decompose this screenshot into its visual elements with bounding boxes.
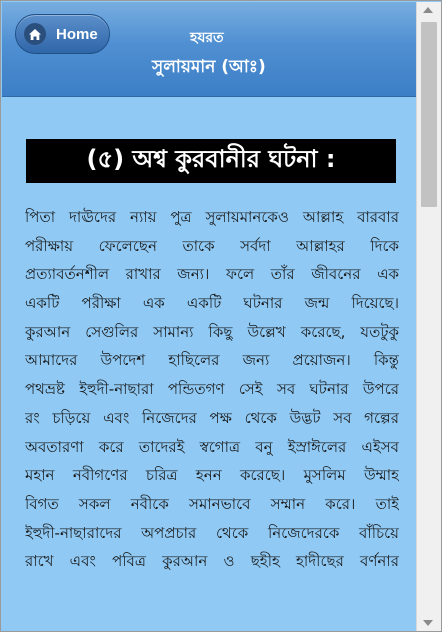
page-title-line1: হযরত: [190, 30, 224, 46]
article-line: রং চড়িয়ে এবং নিজেদের পক্ষ থেকে উদ্ভট সব গল্পের: [25, 408, 399, 427]
article-line: বিগত সকল নবীকে সমানভাবে সম্মান করে। তাই: [25, 494, 399, 513]
scrollbar-thumb[interactable]: [421, 22, 437, 207]
article-line: ইহুদী-নাছারাদের অপপ্রচার থেকে নিজেদেরকে বাঁচিয়ে: [25, 523, 399, 542]
article-line: পরীক্ষায় ফেলেছেন তাকে সর্বদা আল্লাহর দিকে: [25, 236, 399, 255]
home-button[interactable]: [15, 14, 110, 54]
page-title-line2: সুলায়মান (আঃ): [152, 57, 266, 77]
article-line: প্রত্যাবর্তনশীল রাখার জন্য। ফলে তাঁর জীবনের এক: [25, 265, 399, 284]
header-bar: [2, 2, 416, 97]
scroll-down-arrow-icon[interactable]: [423, 620, 433, 626]
home-icon: [24, 23, 46, 45]
article-line: রাখে এবং পবিত্র কুরআন ও ছহীহ হাদীছের বর্ণনার: [25, 552, 399, 571]
article-line: আমাদের উপদেশ হাছিলের জন্য প্রয়োজন। কিন্তু: [25, 351, 399, 370]
article-line: পিতা দাঊদের ন্যায় পুত্র সুলায়মানকেও আল্লাহ বারবার: [25, 208, 399, 226]
section-heading: (৫) অশ্ব কুরবানীর ঘটনা :: [26, 139, 396, 183]
article-body: [25, 203, 399, 576]
article-line: কুরআন সেগুলির সামান্য কিছু উল্লেখ করেছে, যতটুকু: [25, 322, 399, 341]
article-line: পথভ্রষ্ট ইহুদী-নাছারা পন্ডিতগণ সেই সব ঘটনার উপরে: [25, 380, 399, 399]
article-line: অবতারণা করে তাদেরই স্বগোত্র বনু ইস্রাঈলের এইসব: [25, 437, 399, 456]
home-button-label: Home: [56, 25, 98, 43]
vertical-scrollbar[interactable]: [416, 2, 442, 631]
article-line: একটি পরীক্ষা এক একটি ঘটনার জন্ম দিয়েছে।: [25, 294, 399, 313]
article-line: মহান নবীগণের চরিত্র হনন করেছে। মুসলিম উম্মাহ: [25, 466, 399, 485]
scroll-up-arrow-icon[interactable]: [423, 7, 433, 13]
